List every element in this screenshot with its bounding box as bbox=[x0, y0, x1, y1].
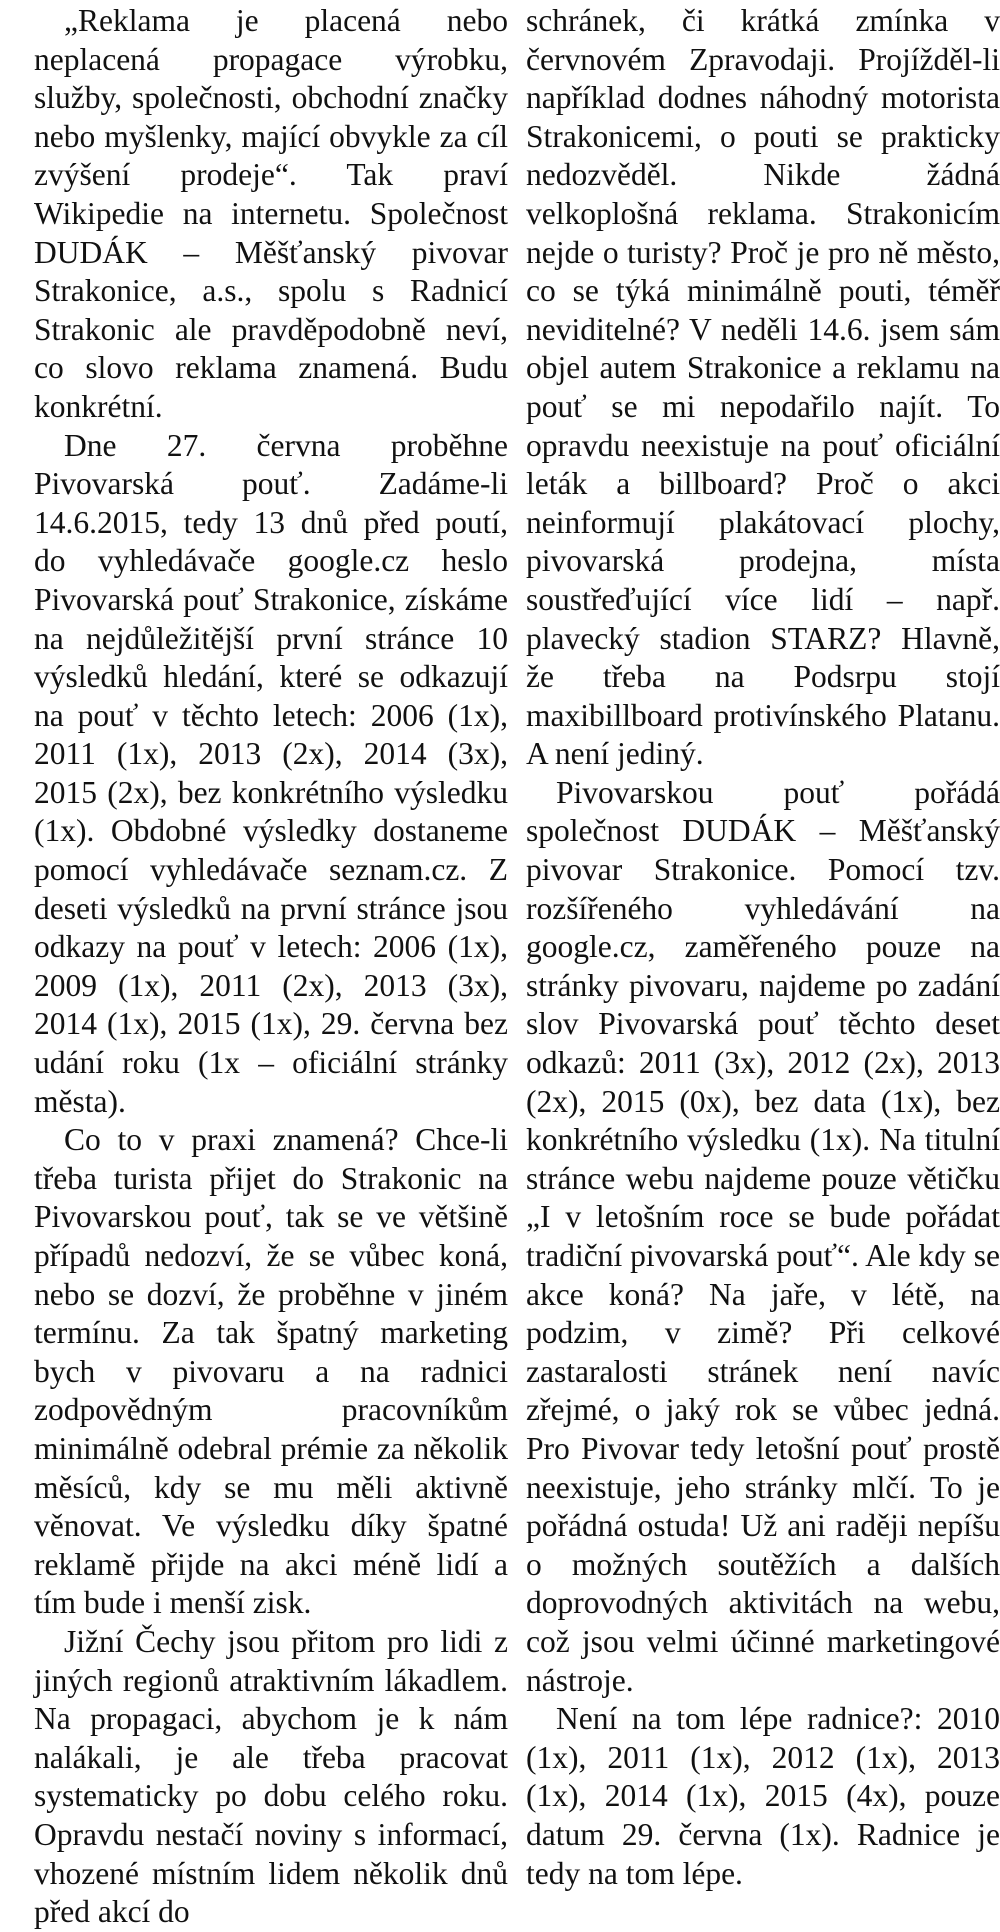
article-column-left bbox=[34, 2, 508, 1932]
paragraph-brewery-website: Pivovarskou pouť pořádá společnost DUDÁK – Měšťanský pivovar Strakonice. Pomocí tzv. rozšířeného vyhledávání na google.cz, zaměřeného pouze na stránky pivovaru, najdeme po zadání slov Pivovarská pouť těchto deset odkazů: 2011 (3x), 2012 (2x), 2013 (2x), 2015 (0x), bez data (1x), bez konkrétního výsledku (1x). Na titulní stránce webu najdeme pouze větičku „I v letošním roce se bude pořádat tradiční pivovarská pouť“. Ale kdy se akce koná? Na jaře, v létě, na podzim, v zimě? Při celkové zastaralosti stránek není navíc zřejmé, o jaký rok se vůbec jedná. Pro Pivovar tedy letošní pouť prostě neexistuje, jeho stránky mlčí. To je pořádná ostuda! Už ani raději nepíšu o možných soutěžích a dalších doprovodných aktivitách na webu, což jsou velmi účinné marketingové nástroje. bbox=[526, 774, 1000, 1698]
paragraph-continuation: schránek, či krátká zmínka v červnovém Zpravodaji. Projížděl-li například dodnes náhodný motorista Strakonicemi, o pouti se prakticky nedozvěděl. Nikde žádná velkoplošná reklama. Strakonicím nejde o turisty? Proč je pro ně město, co se týká minimálně pouti, téměř neviditelné? V neděli 14.6. jsem sám objel autem Strakonice a reklamu na pouť se mi nepodařilo najít. To opravdu neexistuje na pouť oficiální leták a billboard? Proč o akci neinformují plakátovací plochy, pivovarská prodejna, místa soustřeďující více lidí – např. plavecký stadion STARZ? Hlavně, že třeba na Podsrpu stojí maxibillboard protivínského Platanu. A není jediný. bbox=[526, 3, 1000, 772]
article-column-right bbox=[526, 2, 1000, 1893]
paragraph-search-results: Dne 27. června proběhne Pivovarská pouť. Zadáme-li 14.6.2015, tedy 13 dnů před poutí, do vyhledávače google.cz heslo Pivovarská pouť Strakonice, získáme na nejdůležitější první stránce 10 výsledků hledání, které se odkazují na pouť v těchto letech: 2006 (1x), 2011 (1x), 2013 (2x), 2014 (3x), 2015 (2x), bez konkrétního výsledku (1x). Obdobné výsledky dostaneme pomocí vyhledávače seznam.cz. Z deseti výsledků na první stránce jsou odkazy na pouť v letech: 2006 (1x), 2009 (1x), 2011 (2x), 2013 (3x), 2014 (1x), 2015 (1x), 29. června bez udání roku (1x – oficiální stránky města). bbox=[34, 427, 508, 1119]
paragraph-south-bohemia: Jižní Čechy jsou přitom pro lidi z jiných regionů atraktivním lákadlem. Na propagaci, abychom je k nám nalákali, je ale třeba pracovat systematicky po dobu celého roku. Opravdu nestačí noviny s informací, vhozené místním lidem několik dnů před akcí do bbox=[34, 1623, 508, 1930]
paragraph-practical-impact: Co to v praxi znamená? Chce-li třeba turista přijet do Strakonic na Pivovarskou pouť, tak se ve většině případů nedozví, že se vůbec koná, nebo se dozví, že proběhne v jiném termínu. Za tak špatný marketing bych v pivovaru a na radnici zodpovědným pracovníkům minimálně odebral prémie za několik měsíců, kdy se mu měli aktivně věnovat. Ve výsledku díky špatné reklamě přijde na akci méně lidí a tím bude i menší zisk. bbox=[34, 1122, 508, 1621]
paragraph-town-hall: Není na tom lépe radnice?: 2010 (1x), 2011 (1x), 2012 (1x), 2013 (1x), 2014 (1x), 2015 (4x), pouze datum 29. června (1x). Radnice je tedy na tom lépe. bbox=[526, 1701, 1000, 1891]
paragraph-advertising-definition: „Reklama je placená nebo neplacená propagace výrobku, služby, společnosti, obchodní značky nebo myšlenky, mající obvykle za cíl zvýšení prodeje“. Tak praví Wikipedie na internetu. Společnost DUDÁK – Měšťanský pivovar Strakonice, a.s., spolu s Radnicí Strakonic ale pravděpodobně neví, co slovo reklama znamená. Budu konkrétní. bbox=[34, 3, 508, 424]
